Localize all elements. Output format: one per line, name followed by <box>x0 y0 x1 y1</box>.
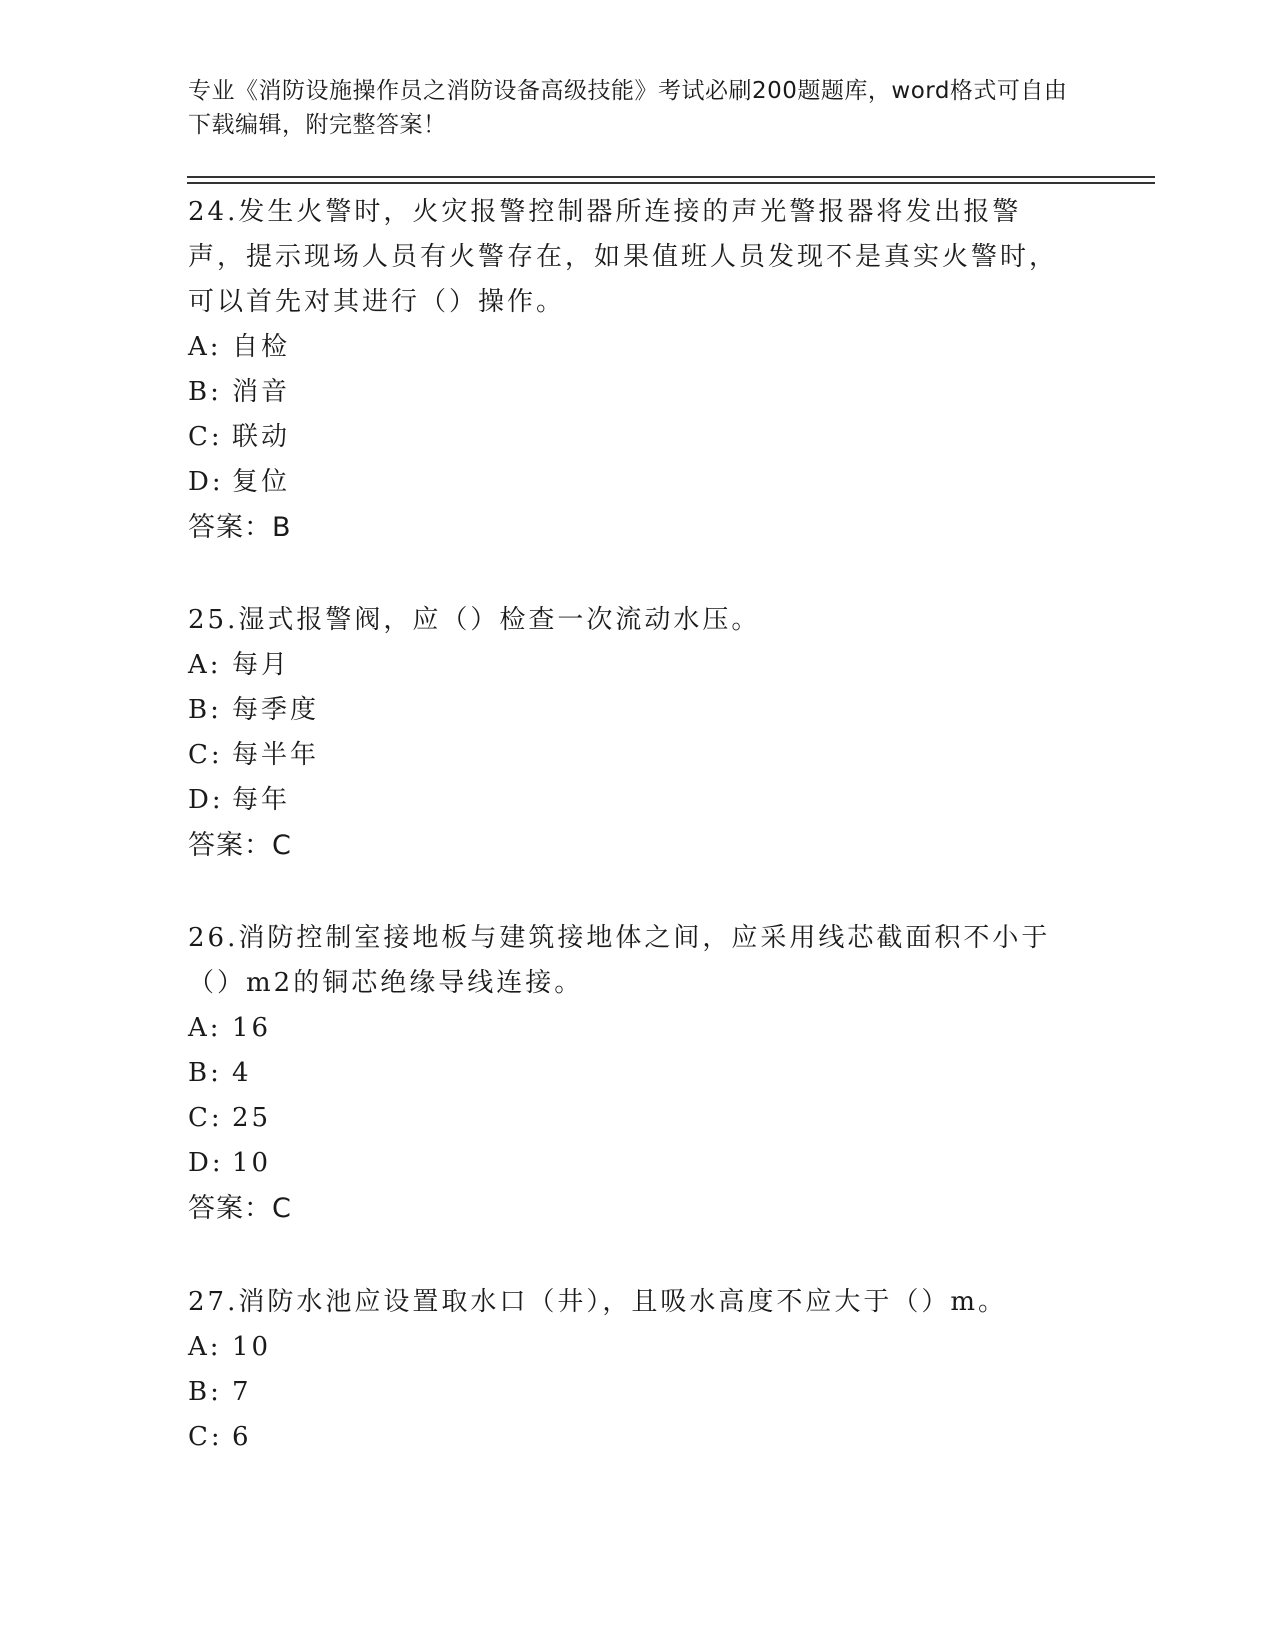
question-stem: 25.湿式报警阀，应（）检查一次流动水压。 <box>188 605 761 635</box>
option-label: C: <box>188 422 223 452</box>
option-d <box>188 1141 1088 1186</box>
option-label: A: <box>188 332 222 362</box>
option-b <box>188 1370 1088 1415</box>
option-c <box>188 1096 1088 1141</box>
option-text: 复位 <box>232 467 291 497</box>
answer-line: 答案：C <box>188 1193 292 1224</box>
question-25 <box>188 598 1088 868</box>
option-text: 消音 <box>232 377 291 407</box>
option-label: B: <box>188 1377 222 1407</box>
option-a <box>188 643 1088 688</box>
option-text: 6 <box>232 1422 252 1452</box>
question-24 <box>188 190 1088 550</box>
answer-line: 答案：C <box>188 830 292 861</box>
option-label: D: <box>188 785 224 815</box>
option-label: C: <box>188 1103 223 1133</box>
option-a <box>188 325 1088 370</box>
option-label: B: <box>188 377 222 407</box>
option-text: 每半年 <box>232 740 320 770</box>
question-stem: 24.发生火警时，火灾报警控制器所连接的声光警报器将发出报警声，提示现场人员有火警存在，如果值班人员发现不是真实火警时，可以首先对其进行（）操作。 <box>188 197 1059 317</box>
option-b <box>188 688 1088 733</box>
option-text: 联动 <box>232 422 291 452</box>
answer-line: 答案：B <box>188 512 292 543</box>
option-b <box>188 370 1088 415</box>
option-label: A: <box>188 1013 222 1043</box>
option-c <box>188 415 1088 460</box>
header-divider-top <box>187 176 1155 178</box>
option-label: B: <box>188 1058 222 1088</box>
option-text: 7 <box>232 1377 252 1407</box>
question-27 <box>188 1280 1088 1460</box>
option-d <box>188 778 1088 823</box>
document-header: 专业《消防设施操作员之消防设备高级技能》考试必刷200题题库，word格式可自由下载编辑，附完整答案！ <box>188 78 1068 138</box>
question-stem: 27.消防水池应设置取水口（井），且吸水高度不应大于（）m。 <box>188 1287 1008 1317</box>
option-text: 10 <box>232 1332 272 1362</box>
option-label: C: <box>188 740 223 770</box>
option-text: 每月 <box>232 650 291 680</box>
question-stem: 26.消防控制室接地板与建筑接地体之间，应采用线芯截面积不小于（）m2的铜芯绝缘导线连接。 <box>188 923 1051 998</box>
option-a <box>188 1325 1088 1370</box>
option-text: 自检 <box>232 332 291 362</box>
option-text: 16 <box>232 1013 272 1043</box>
option-label: B: <box>188 695 222 725</box>
option-c <box>188 1415 1088 1460</box>
option-text: 25 <box>232 1103 272 1133</box>
option-c <box>188 733 1088 778</box>
option-label: A: <box>188 1332 222 1362</box>
header-divider-bottom <box>187 182 1155 184</box>
option-a <box>188 1006 1088 1051</box>
option-text: 4 <box>232 1058 252 1088</box>
option-text: 每季度 <box>232 695 320 725</box>
question-26 <box>188 916 1088 1231</box>
option-label: D: <box>188 1148 224 1178</box>
option-label: A: <box>188 650 222 680</box>
option-label: C: <box>188 1422 223 1452</box>
option-d <box>188 460 1088 505</box>
option-text: 10 <box>232 1148 272 1178</box>
option-text: 每年 <box>232 785 291 815</box>
option-label: D: <box>188 467 224 497</box>
option-b <box>188 1051 1088 1096</box>
